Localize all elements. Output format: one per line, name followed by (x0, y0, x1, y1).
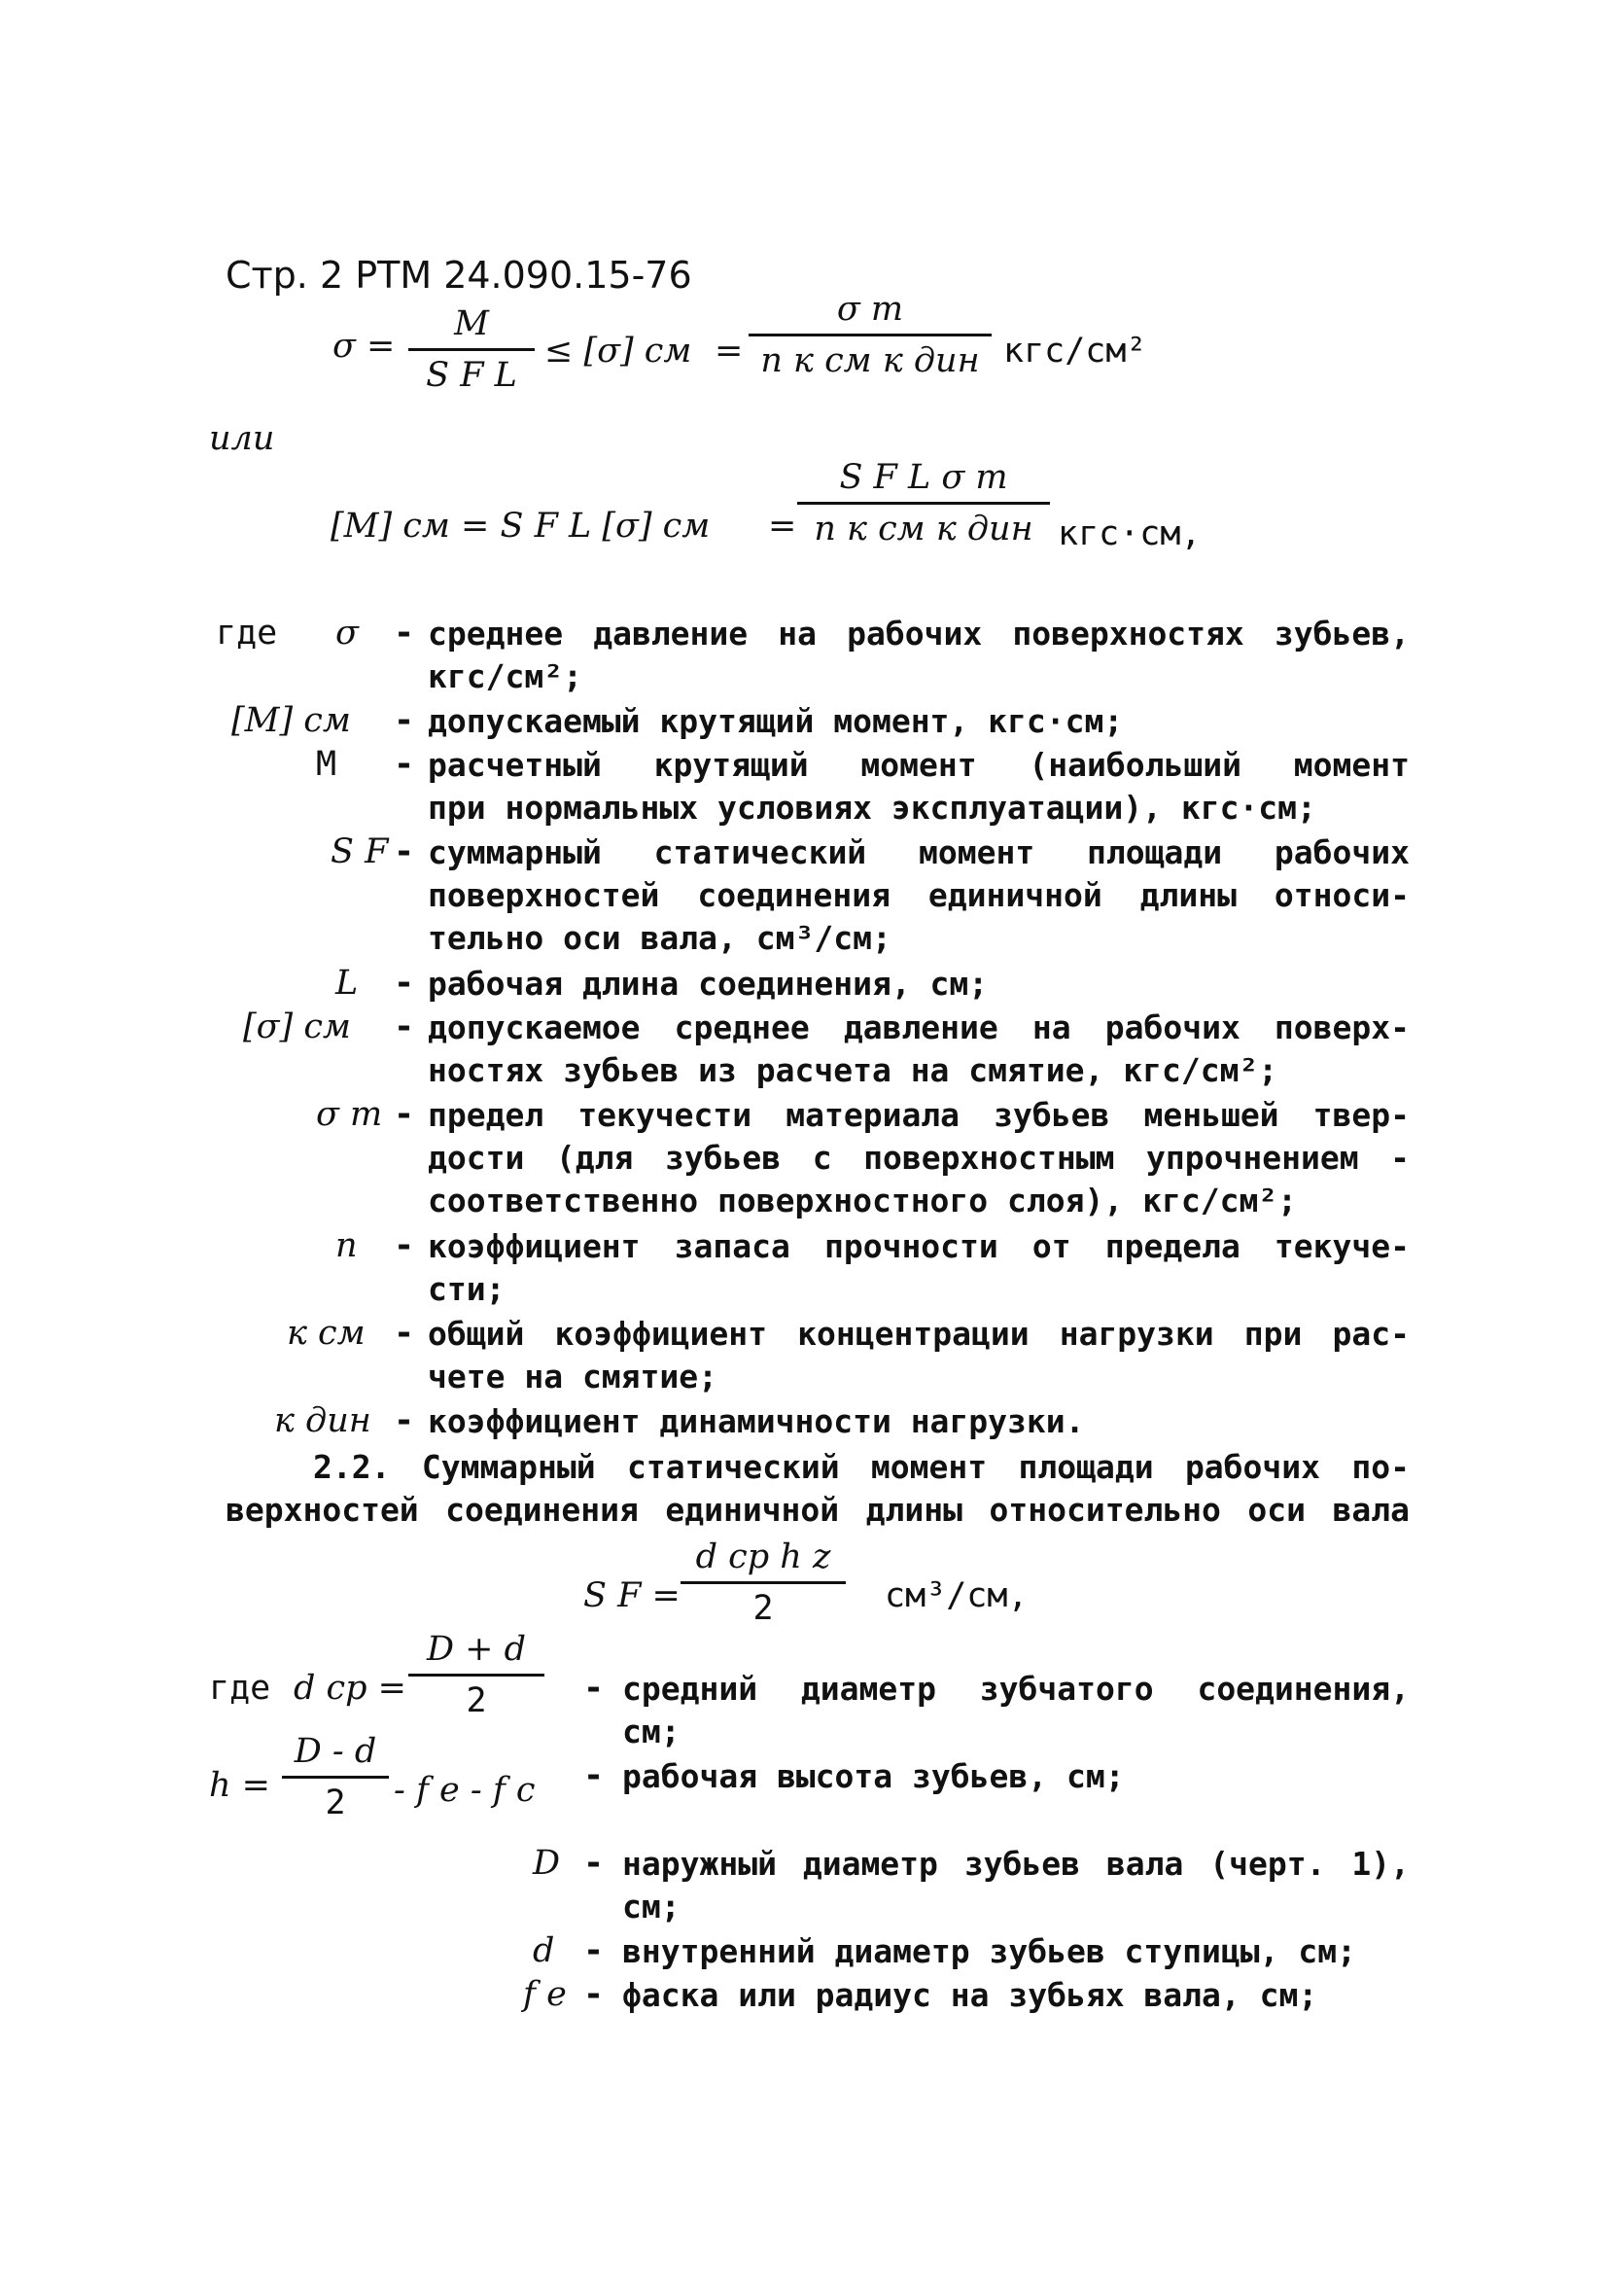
legend-symbol: [M] см (231, 701, 351, 740)
legend-dash: - (394, 701, 415, 740)
legend-description: предел текучести материала зубьев меньшей твер- дости (для зубьев с поверхностным упрочнением - соответственно поверхностного слоя), кгс/см²; (428, 1096, 1410, 1219)
legend-symbol: n (335, 1226, 358, 1265)
formula1-relation: ≤ [σ] см (544, 332, 692, 371)
legend-dash: - (394, 614, 415, 653)
legend2-description: рабочая высота зубьев, см; (622, 1757, 1125, 1795)
formula2-fraction (797, 457, 1050, 549)
legend2-symbol: D (533, 1844, 561, 1883)
legend2-formula-lhs: d ср = (294, 1669, 406, 1708)
formula1-equals: = (715, 332, 744, 371)
legend-description: рабочая длина соединения, см; (428, 965, 989, 1003)
legend2-dash: - (583, 1975, 605, 2014)
legend-description: допускаемый крутящий момент, кгс·см; (428, 702, 1124, 740)
legend2-numerator: D - d (294, 1732, 377, 1771)
legend-dash: - (394, 745, 415, 784)
formula2-denominator: n к см к дин (814, 510, 1033, 548)
formula3-fraction (681, 1537, 846, 1629)
formula1-numerator-2: σ т (836, 290, 904, 329)
legend-dash: - (394, 1314, 415, 1353)
legend-description: суммарный статический момент площади рабочих поверхностей соединения единичной длины относи- тельно оси вала, см³/см; (428, 833, 1410, 957)
legend2-formula-lhs: h = (209, 1766, 270, 1805)
legend2-numerator: D + d (426, 1630, 527, 1669)
legend-symbol: к см (287, 1314, 366, 1353)
legend2-formula-tail: - f e - f c (394, 1771, 536, 1810)
legend-symbol: L (335, 964, 359, 1003)
legend2-symbol: f e (523, 1975, 567, 2014)
formula2-equals: = (768, 507, 797, 546)
formula2-numerator: S F L σ т (839, 458, 1008, 497)
formula2-lhs: [M] см = S F L [σ] см (331, 507, 711, 546)
formula3-numerator: d ср h z (695, 1537, 831, 1576)
legend2-description: внутренний диаметр зубьев ступицы, см; (622, 1932, 1356, 1970)
legend-description: общий коэффициент концентрации нагрузки при рас- чете на смятие; (428, 1315, 1410, 1395)
legend-dash: - (394, 1095, 415, 1134)
legend2-dash: - (583, 1669, 605, 1708)
formula3-lhs: S F = (583, 1576, 681, 1615)
legend-dash: - (394, 1401, 415, 1440)
legend2-description: средний диаметр зубчатого соединения, см; (622, 1670, 1410, 1750)
legend-dash: - (394, 832, 415, 871)
legend-description: коэффициент запаса прочности от предела текуче- сти; (428, 1227, 1410, 1308)
formula1-fraction-1 (408, 303, 535, 396)
legend2-symbol: d (533, 1931, 555, 1970)
formula1-fraction-2 (749, 289, 992, 381)
formula1-denominator-2: n к см к дин (760, 341, 980, 380)
page-header: Стр. 2 РТМ 24.090.15-76 (226, 254, 692, 297)
formula2-unit: кгс·см, (1058, 514, 1202, 553)
formula1-unit: кгс/см² (1003, 332, 1147, 371)
legend2-denominator: 2 (325, 1784, 346, 1822)
legend2-dash: - (583, 1844, 605, 1883)
formula3-unit: см³/см, (885, 1576, 1029, 1615)
formula3-denominator: 2 (752, 1589, 774, 1628)
legend-description: коэффициент динамичности нагрузки. (428, 1402, 1085, 1440)
legend2-dash: - (583, 1931, 605, 1970)
formula1-denominator-1: S F L (426, 356, 517, 395)
section-2-2-text: 2.2. Суммарный статический момент площади рабочих по- верхностей соединения единичной длины относительно оси вала (226, 1448, 1410, 1529)
legend-symbol: M (316, 745, 337, 784)
legend-symbol: S F (331, 832, 389, 871)
connector-ili: или (209, 419, 275, 458)
legend2-description: фаска или радиус на зубьях вала, см; (622, 1976, 1318, 2014)
legend-dash: - (394, 1226, 415, 1265)
legend-symbol: σ (335, 614, 359, 653)
legend-lead-gde: где (216, 614, 278, 653)
legend-description: допускаемое среднее давление на рабочих поверх- ностях зубьев из расчета на смятие, кгс/см²; (428, 1008, 1410, 1089)
legend2-fraction (408, 1629, 544, 1721)
legend2-fraction (282, 1731, 389, 1823)
legend-dash: - (394, 1007, 415, 1046)
legend2-dash: - (583, 1756, 605, 1795)
formula1-numerator-1: M (454, 304, 489, 343)
legend-description: расчетный крутящий момент (наибольший момент при нормальных условиях эксплуатации), кгс·см; (428, 746, 1410, 827)
legend-symbol: [σ] см (243, 1007, 351, 1046)
legend2-denominator: 2 (466, 1681, 487, 1720)
legend2-description: наружный диаметр зубьев вала (черт. 1), см; (622, 1845, 1410, 1925)
legend-dash: - (394, 964, 415, 1003)
legend-symbol: σ т (316, 1095, 383, 1134)
legend-symbol: к дин (274, 1401, 371, 1440)
formula1-lhs: σ = (332, 327, 396, 366)
legend2-lead-gde: где (209, 1669, 271, 1708)
legend-description: среднее давление на рабочих поверхностях зубьев, кгс/см²; (428, 615, 1410, 695)
